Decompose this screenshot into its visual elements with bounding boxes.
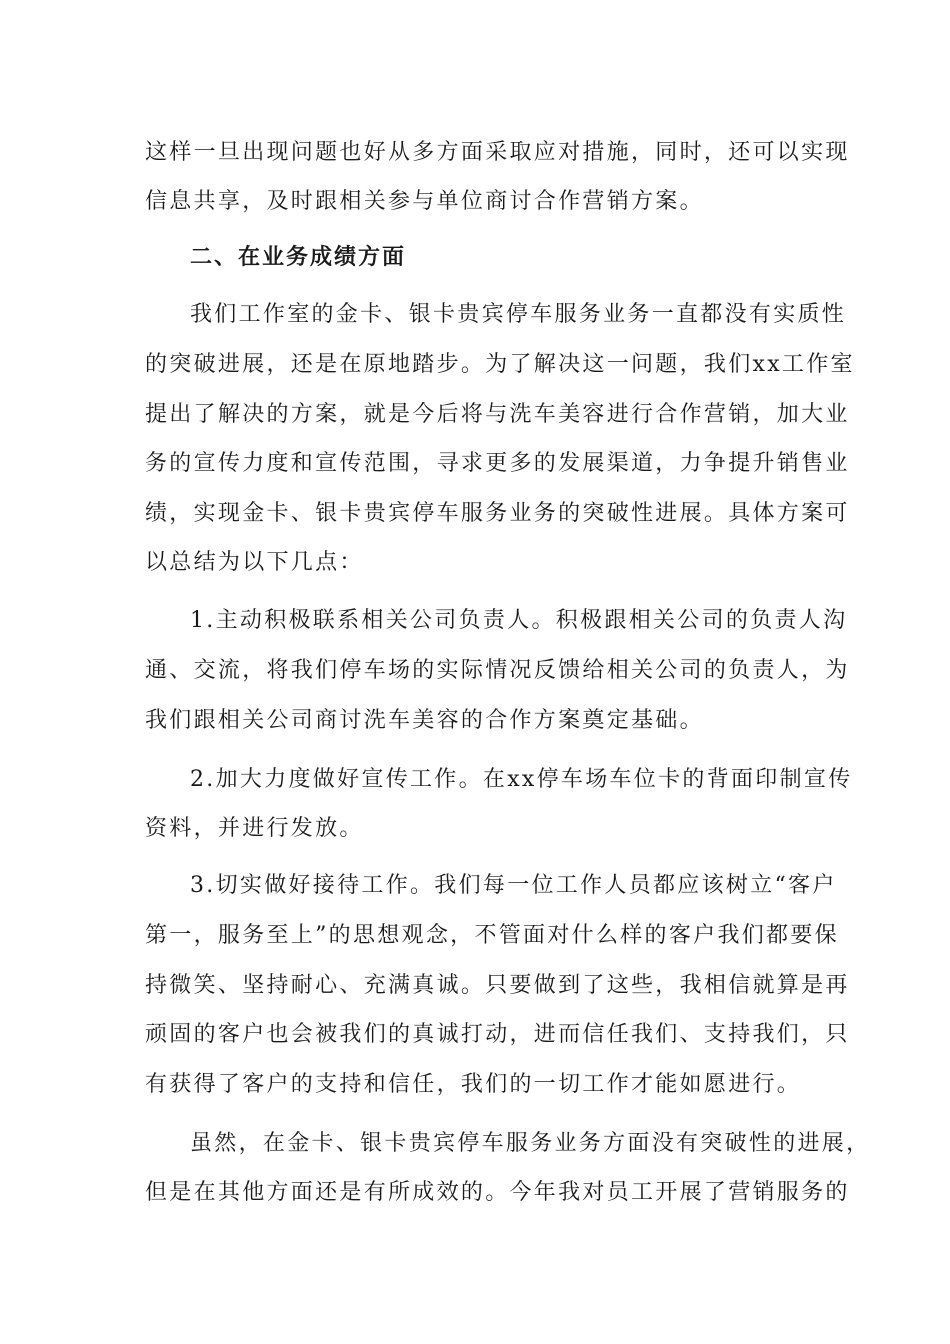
- paragraph-line: 虽然，在金卡、银卡贵宾停车服务业务方面没有突破性的进展，: [190, 1131, 871, 1156]
- list-item-1: 1.主动积极联系相关公司负责人。积极跟相关公司的负责人沟: [190, 608, 848, 633]
- paragraph-line: 第一，服务至上”的思想观念，不管面对什么样的客户我们都要保: [145, 923, 839, 948]
- list-item-2: 2.加大力度做好宣传工作。在xx停车场车位卡的背面印制宣传: [190, 767, 853, 792]
- paragraph-line: 顽固的客户也会被我们的真诚打动，进而信任我们、支持我们，只: [145, 1022, 850, 1047]
- paragraph-line: 信息共享，及时跟相关参与单位商讨合作营销方案。: [145, 189, 704, 214]
- paragraph-line: 提出了解决的方案，就是今后将与洗车美容进行合作营销，加大业: [145, 402, 850, 427]
- paragraph-line: 这样一旦出现问题也好从多方面采取应对措施，同时，还可以实现: [145, 140, 850, 165]
- paragraph-line: 但是在其他方面还是有所成效的。今年我对员工开展了营销服务的: [145, 1180, 850, 1205]
- paragraph-line: 持微笑、坚持耐心、充满真诚。只要做到了这些，我相信就算是再: [145, 973, 850, 998]
- paragraph-line: 通、交流，将我们停车场的实际情况反馈给相关公司的负责人，为: [145, 658, 850, 683]
- paragraph-line: 的突破进展，还是在原地踏步。为了解决这一问题，我们xx工作室: [145, 352, 855, 377]
- paragraph-line: 有获得了客户的支持和信任，我们的一切工作才能如愿进行。: [145, 1072, 802, 1097]
- paragraph-line: 我们跟相关公司商讨洗车美容的合作方案奠定基础。: [145, 708, 704, 733]
- section-heading: 二、在业务成绩方面: [190, 245, 407, 270]
- paragraph-line: 我们工作室的金卡、银卡贵宾停车服务业务一直都没有实质性: [190, 302, 847, 327]
- paragraph-line: 资料，并进行发放。: [145, 816, 364, 841]
- paragraph-line: 绩，实现金卡、银卡贵宾停车服务业务的突破性进展。具体方案可: [145, 501, 850, 526]
- paragraph-line: 务的宣传力度和宣传范围，寻求更多的发展渠道，力争提升销售业: [145, 451, 850, 476]
- paragraph-line: 以总结为以下几点：: [145, 550, 364, 575]
- list-item-3: 3.切实做好接待工作。我们每一位工作人员都应该树立“客户: [190, 873, 837, 898]
